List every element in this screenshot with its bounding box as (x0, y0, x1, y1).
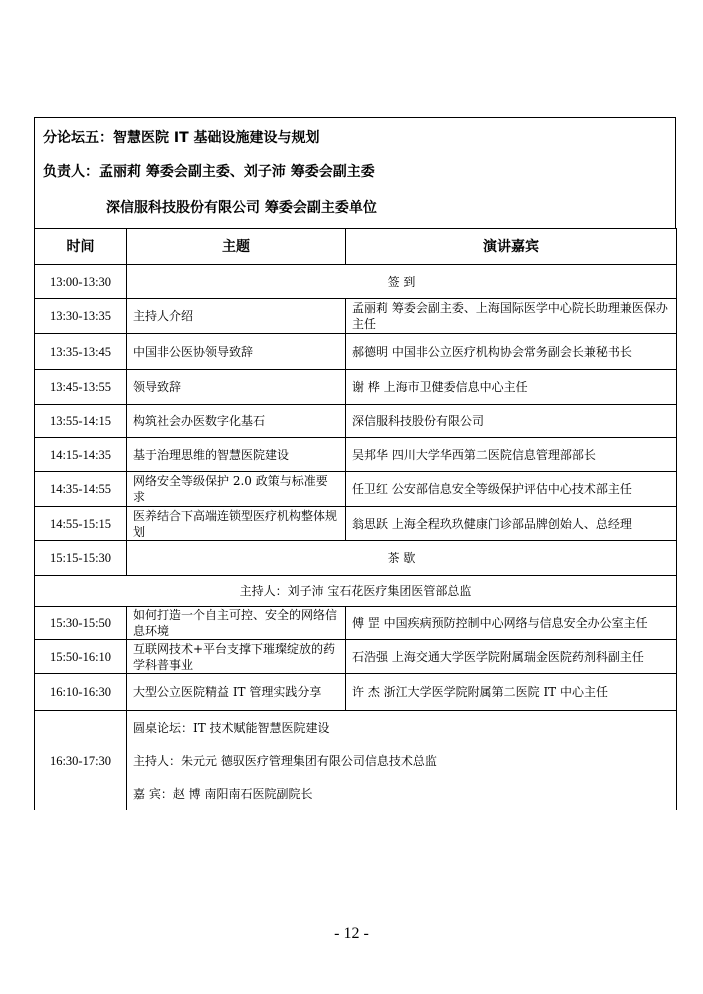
row-time: 13:45-13:55 (35, 370, 127, 405)
row-speaker: 孟丽莉 筹委会副主委、上海国际医学中心院长助理兼医保办主任 (346, 299, 677, 334)
row-topic: 构筑社会办医数字化基石 (127, 405, 346, 438)
column-header-time: 时间 (35, 229, 127, 265)
host-row (35, 576, 677, 607)
table-row (35, 370, 677, 405)
row-time: 14:35-14:55 (35, 472, 127, 507)
row-topic: 基于治理思维的智慧医院建设 (127, 438, 346, 472)
row-speaker: 翁思跃 上海全程玖玖健康门诊部品牌创始人、总经理 (346, 507, 677, 541)
row-topic: 领导致辞 (127, 370, 346, 405)
row-time: 13:00-13:30 (35, 265, 127, 299)
row-topic: 中国非公医协领导致辞 (127, 334, 346, 370)
row-merged: 茶 歇 (127, 541, 677, 576)
row-speaker: 吴邦华 四川大学华西第二医院信息管理部部长 (346, 438, 677, 472)
row-speaker: 郝德明 中国非公立医疗机构协会常务副会长兼秘书长 (346, 334, 677, 370)
forum-leaders: 负责人：孟丽莉 筹委会副主委、刘子沛 筹委会副主委 (43, 164, 375, 180)
row-time: 16:30-17:30 (35, 711, 127, 811)
row-time: 14:15-14:35 (35, 438, 127, 472)
row-topic: 如何打造一个自主可控、安全的网络信息环境 (127, 607, 346, 640)
roundtable-guests: 嘉 宾：赵 博 南阳南石医院副院长 (133, 786, 313, 801)
roundtable-title: 圆桌论坛：IT 技术赋能智慧医院建设 (133, 720, 330, 735)
table-row (35, 607, 677, 640)
column-header-speaker: 演讲嘉宾 (346, 229, 677, 265)
forum-title: 分论坛五：智慧医院 IT 基础设施建设与规划 (43, 130, 320, 146)
table-row (35, 507, 677, 541)
row-time: 14:55-15:15 (35, 507, 127, 541)
schedule-table (34, 228, 677, 810)
row-speaker: 石浩强 上海交通大学医学院附属瑞金医院药剂科副主任 (346, 640, 677, 674)
page-number: - 12 - (334, 925, 369, 942)
forum-schedule (34, 117, 676, 810)
forum-header (34, 117, 676, 228)
row-topic: 互联网技术+平台支撑下璀璨绽放的药学科普事业 (127, 640, 346, 674)
table-row (35, 334, 677, 370)
row-time: 15:50-16:10 (35, 640, 127, 674)
row-speaker: 深信服科技股份有限公司 (346, 405, 677, 438)
table-row (35, 640, 677, 674)
table-row (35, 541, 677, 576)
row-topic: 网络安全等级保护 2.0 政策与标准要求 (127, 472, 346, 507)
roundtable-row (35, 711, 677, 811)
row-speaker: 任卫红 公安部信息安全等级保护评估中心技术部主任 (346, 472, 677, 507)
table-row (35, 472, 677, 507)
row-time: 13:55-14:15 (35, 405, 127, 438)
row-topic: 主持人介绍 (127, 299, 346, 334)
session-host: 主持人：刘子沛 宝石花医疗集团医管部总监 (35, 576, 677, 607)
row-time: 16:10-16:30 (35, 674, 127, 711)
row-topic: 大型公立医院精益 IT 管理实践分享 (127, 674, 346, 711)
row-time: 13:35-13:45 (35, 334, 127, 370)
table-row (35, 405, 677, 438)
row-speaker: 许 杰 浙江大学医学院附属第二医院 IT 中心主任 (346, 674, 677, 711)
column-header-topic: 主题 (127, 229, 346, 265)
table-row (35, 265, 677, 299)
table-row (35, 438, 677, 472)
forum-organizer: 深信服科技股份有限公司 筹委会副主委单位 (106, 200, 377, 216)
roundtable-details (127, 711, 677, 811)
roundtable-host: 主持人：朱元元 德驭医疗管理集团有限公司信息技术总监 (133, 753, 437, 768)
row-time: 15:30-15:50 (35, 607, 127, 640)
row-time: 13:30-13:35 (35, 299, 127, 334)
table-row (35, 299, 677, 334)
row-time: 15:15-15:30 (35, 541, 127, 576)
row-topic: 医养结合下高端连锁型医疗机构整体规划 (127, 507, 346, 541)
row-speaker: 谢 桦 上海市卫健委信息中心主任 (346, 370, 677, 405)
table-header-row (35, 229, 677, 265)
row-speaker: 傅 罡 中国疾病预防控制中心网络与信息安全办公室主任 (346, 607, 677, 640)
row-merged: 签 到 (127, 265, 677, 299)
table-row (35, 674, 677, 711)
